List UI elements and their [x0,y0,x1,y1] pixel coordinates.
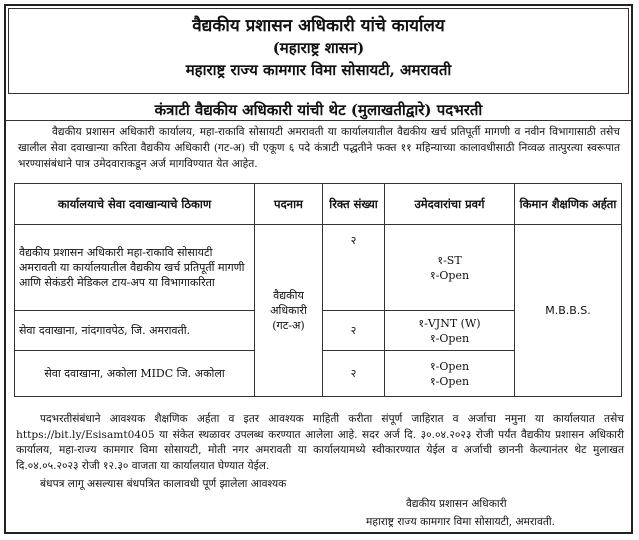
bond-note: बंधपत्र लागू असल्यास बंधपत्रित कालावधी पूर्ण झालेला आवश्यक [40,478,287,490]
category-line: १-VJNT (W) [418,316,481,330]
office-header [8,8,629,94]
table-row [15,225,622,311]
posts-table [14,183,622,397]
signature-organization: महाराष्ट्र राज्य कामगार विमा सोसायटी, अमरावती. [366,516,556,528]
category-cell [385,225,515,311]
office-cell: वैद्यकीय प्रशासन अधिकारी महा-राकावि सोसायटी अमरावती या कार्यालयातील वैद्यकीय खर्च प्रतिपूर्ती मागणी आणि सेकंडरी मेडिकल टाय-अप या विभागाकरिता [15,225,255,311]
col-header-vacancy: रिक्त संख्या [323,184,385,225]
title-divider [6,120,631,121]
col-header-qualification: किमान शैक्षणिक अर्हता [515,184,622,225]
category-line: १-Open [429,268,470,282]
category-cell [385,311,515,351]
vacancy-cell: २ [323,311,385,351]
category-line: १-ST [437,253,462,267]
category-cell [385,351,515,397]
table-header-row [15,184,622,225]
header-line-2: (महाराष्ट्र शासन) [272,39,365,57]
vacancy-cell: २ [323,351,385,397]
advertisement-frame [4,4,633,534]
qualification-cell: M.B.B.S. [515,225,622,397]
designation-cell: वैद्यकीय अधिकारी (गट-अ) [255,225,323,397]
recruitment-title: कंत्राटी वैद्यकीय अधिकारी यांची थेट (मुलाखतीद्वारे) पदभरती [154,101,483,119]
header-line-1: वैद्यकीय प्रशासन अधिकारी यांचे कार्यालय [192,16,445,36]
col-header-designation: पदनाम [255,184,323,225]
intro-paragraph: वैद्यकीय प्रशासन अधिकारी कार्यालय, महा-राकावि सोसायटी अमरावती या कार्यालयातील वैद्यकीय खर्च प्रतिपूर्ती मागणी व नवीन विभागासाठी तसेच खालील सेवा दवाखान्या करिता वैद्यकीय अधिकारी (गट-अ) ची एकूण ६ पदे कंत्राटी पद्धतीने फक्त ११ महिन्याच्या कालावधीसाठी निव्वळ तात्पुरत्या स्वरूपात भरण्यासंबंधाने पात्र उमेदवाराकडून अर्ज मागविण्यात येत आहेत. [18,126,620,170]
office-cell: सेवा दवाखाना, नांदगावपेठ, जि. अमरावती. [15,311,255,351]
signature-title: वैद्यकीय प्रशासन अधिकारी [406,498,507,510]
category-line: १-Open [429,374,470,388]
footer-paragraph: पदभरतीसंबंधाने आवश्यक शैक्षणिक अर्हता व इतर आवश्यक माहिती करीता संपूर्ण जाहिरात व अर्जाचा नमुना या कार्यालयात तसेच https://bit.ly/Esisamt0405 या संकेत स्थळावर उपलब्ध करण्यात आलेला आहे. सदर अर्ज दि. ३०.०४.२०२३ रोजी पर्यंत वैद्यकीय प्रशासन अधिकारी कार्यालय, महा-राज्य कामगार विमा सोसायटी, मोती नगर अमरावती या कार्यालयामध्ये स्वीकारण्यात येईल व अर्जाची छाननी केल्यानंतर थेट मुलाखत दि.०४.०५.२०२३ रोजी १२.३० वाजता या कार्यालयात घेण्यात येईल. [16,413,624,472]
vacancy-cell: २ [323,225,385,311]
category-line: १-Open [429,359,470,373]
office-cell: सेवा दवाखाना, अकोला MIDC जि. अकोला [15,351,255,397]
header-line-3: महाराष्ट्र राज्य कामगार विमा सोसायटी, अमरावती [185,61,452,79]
category-line: १-Open [429,331,470,345]
col-header-category: उमेदवारांचा प्रवर्ग [385,184,515,225]
col-header-office: कार्यालयाचे सेवा दवाखान्याचे ठिकाण [15,184,255,225]
